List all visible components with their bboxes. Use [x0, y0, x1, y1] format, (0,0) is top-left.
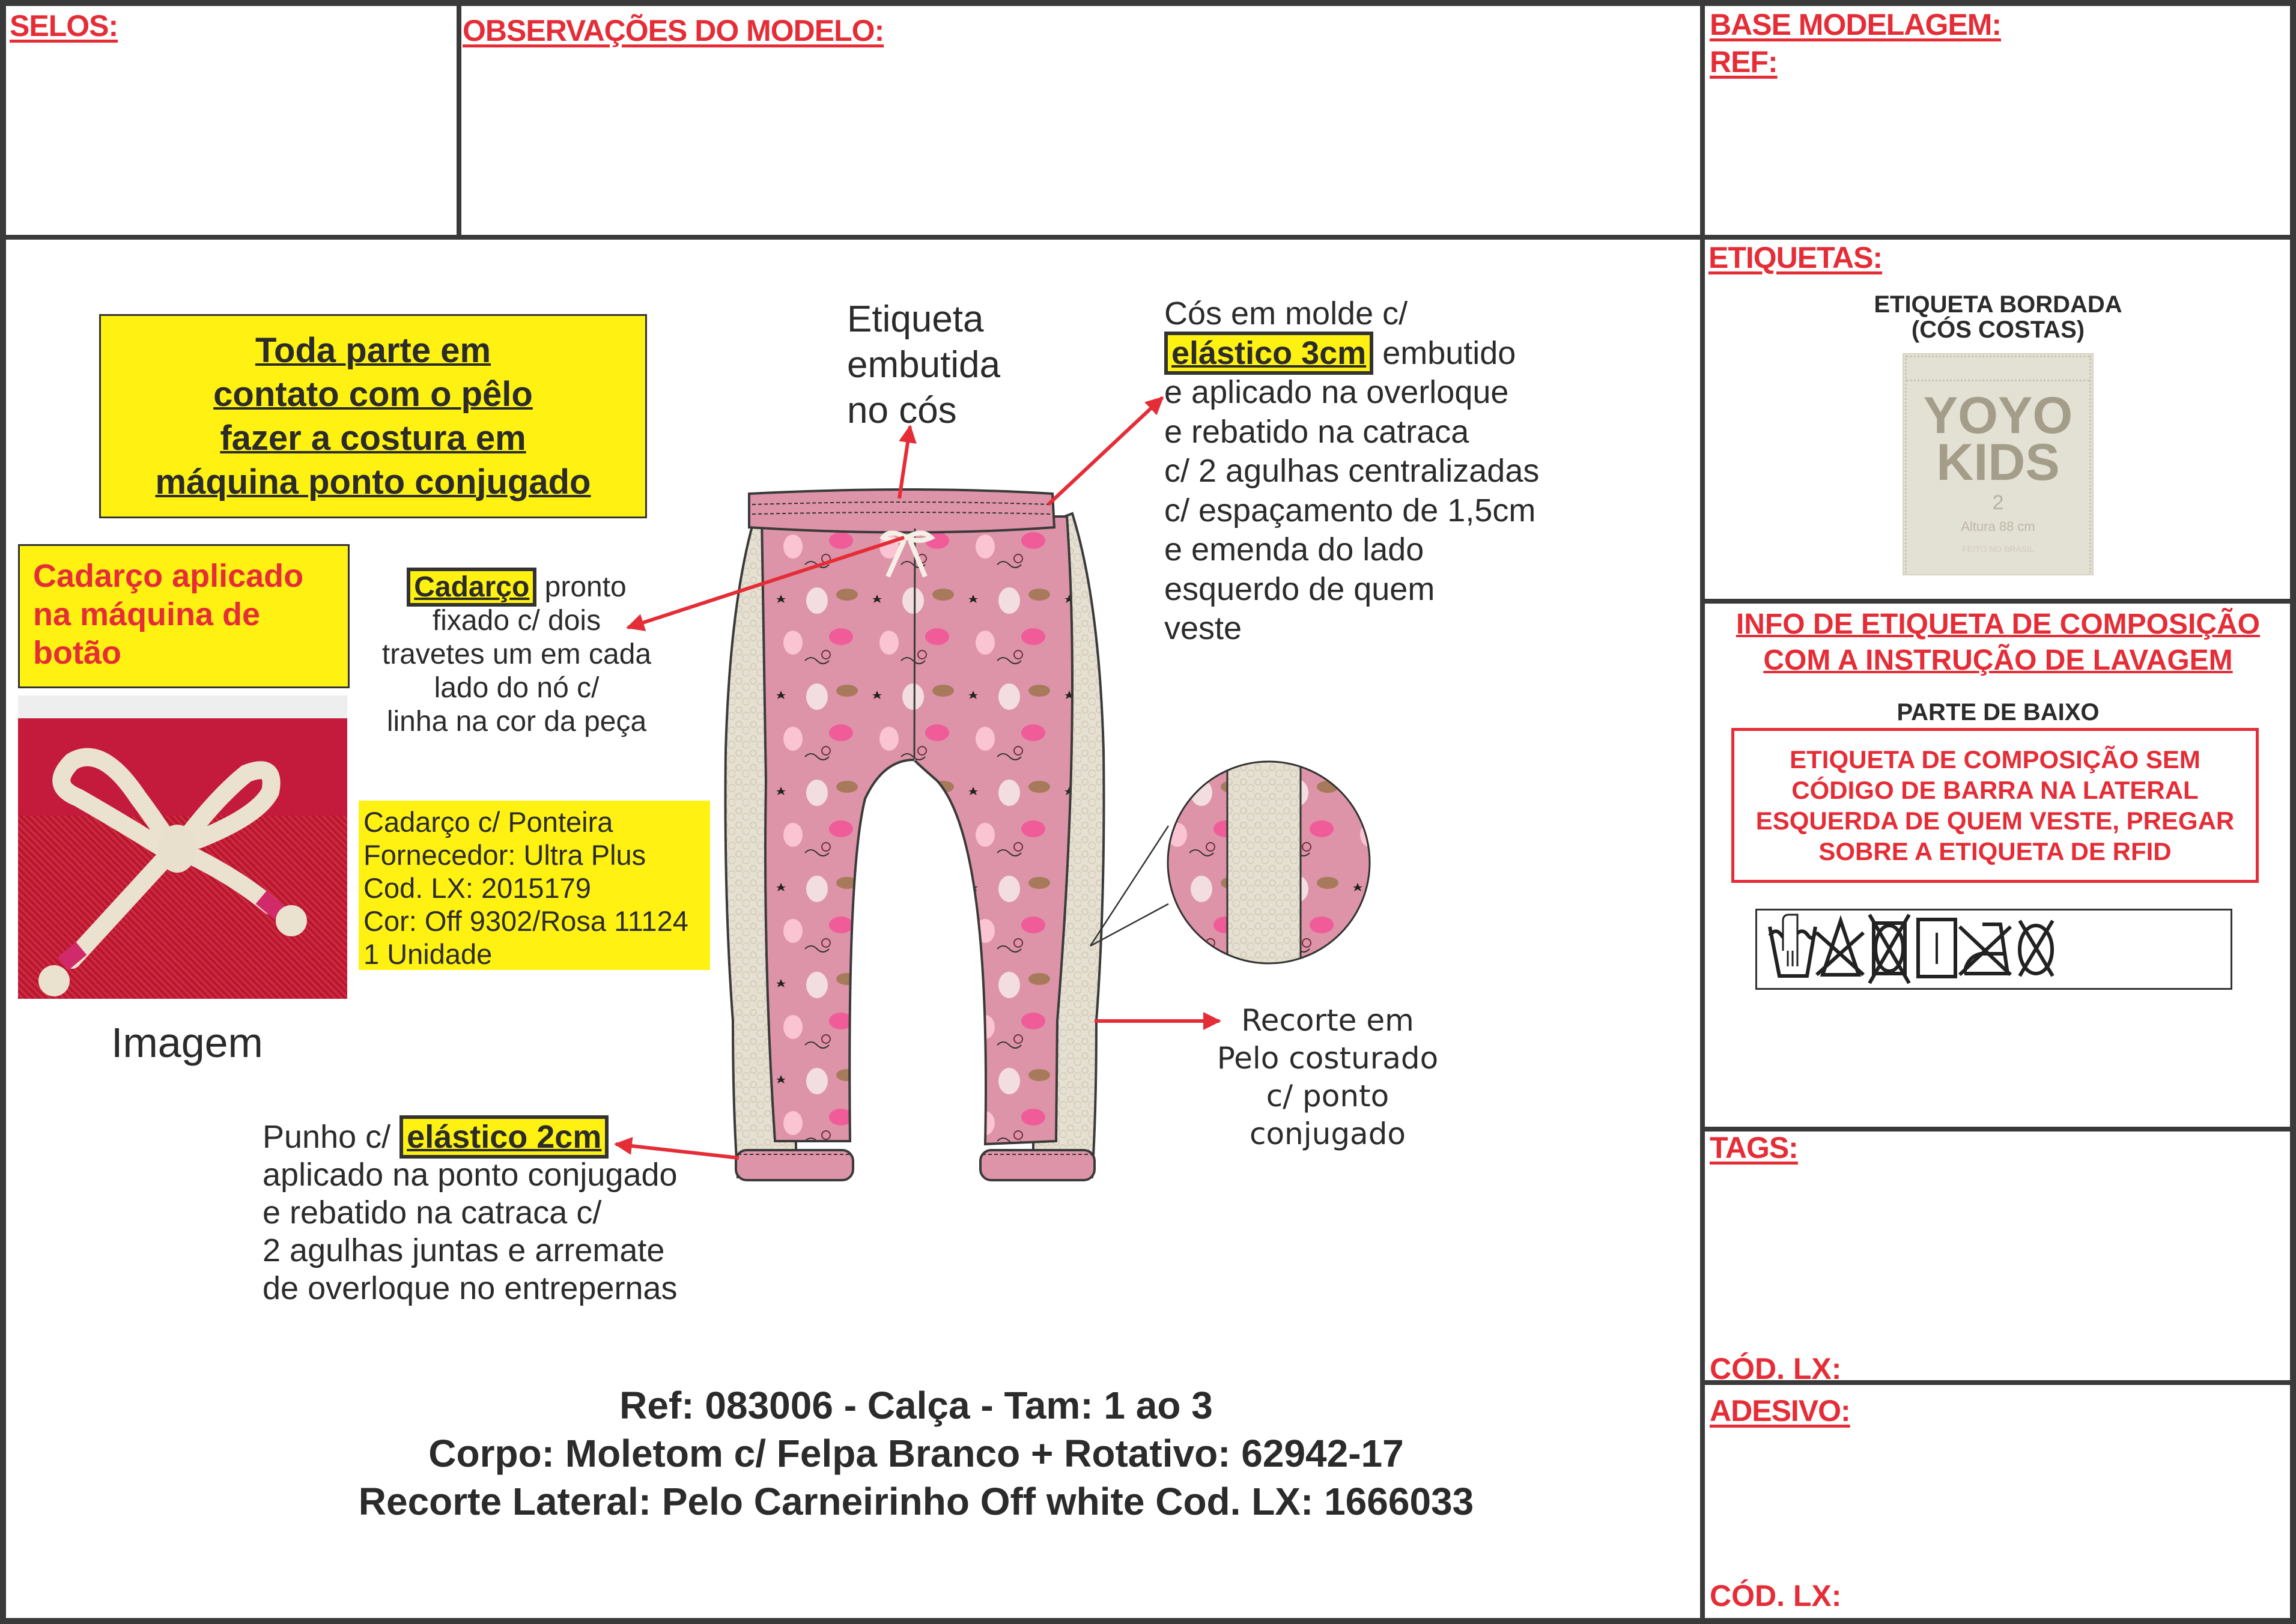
footer-ref-line: Ref: 083006 - Calça - Tam: 1 ao 3 [619, 1384, 1213, 1427]
cos-note-first: Cós em molde c/ [1164, 295, 1408, 332]
cadarco-note-line: fixado c/ dois [432, 605, 601, 637]
footer-recorte-line: Recorte Lateral: Pelo Carneirinho Off white Cod. LX: 1666033 [358, 1480, 1474, 1523]
etiqueta-note-line: Etiqueta [847, 298, 984, 340]
costura-note-line: máquina ponto conjugado [155, 462, 591, 501]
cadarco-note [360, 571, 673, 739]
punho-prefix: Punho c/ [263, 1119, 400, 1155]
base-modelagem-label: BASE MODELAGEM: [1710, 8, 2001, 41]
label-height: Altura 88 cm [1961, 519, 2035, 534]
label-size: 2 [1992, 491, 2004, 514]
recorte-note-line: Recorte em [1241, 1003, 1414, 1038]
etiquetas-label: ETIQUETAS: [1708, 241, 1883, 274]
care-symbols-strip [1755, 909, 2232, 990]
cos-note-line: esquerdo de quem [1164, 571, 1435, 607]
label-origin: FEITO NO BRASIL [1962, 544, 2034, 554]
etiqueta-note-line: embutida [847, 344, 1001, 386]
cos-note-highlight-line [1164, 334, 1539, 374]
etiqueta-embutida-note [847, 297, 1000, 434]
label-brand-line1: YOYO [1923, 387, 2073, 444]
cos-note-line: e rebatido na catraca [1164, 413, 1469, 450]
elastico-3cm-highlight: elástico 3cm [1164, 332, 1373, 375]
header-divider [0, 235, 2296, 240]
spec-line: 1 Unidade [363, 938, 493, 970]
composicao-title-line1: INFO DE ETIQUETA DE COMPOSIÇÃO [1736, 608, 2261, 640]
spec-line: Fornecedor: Ultra Plus [363, 839, 646, 871]
recorte-note [1189, 1002, 1466, 1153]
punho-note-line: de overloque no entrepernas [263, 1270, 678, 1306]
cadarco-note-line: lado do nó c/ [434, 672, 600, 704]
costura-note-line: Toda parte em [255, 331, 491, 370]
cadarco-box-line: botão [33, 635, 121, 671]
cadarco-note-line: linha na cor da peça [386, 706, 647, 738]
cos-note-line: e aplicado na overloque [1164, 374, 1509, 410]
selos-divider [457, 0, 461, 237]
image-caption: Imagem [111, 1019, 263, 1066]
ref-label: REF: [1710, 45, 1778, 79]
footer-spec [180, 1381, 1652, 1526]
hand-wash-icon [1770, 915, 1815, 976]
instruction-line: CÓDIGO DE BARRA NA LATERAL [1791, 776, 2199, 804]
do-not-tumble-dry-icon [1869, 915, 1909, 983]
punho-note-line: 2 agulhas juntas e arremate [263, 1232, 665, 1268]
cos-note-line: c/ 2 agulhas centralizadas [1164, 453, 1540, 489]
costura-note-line: fazer a costura em [220, 419, 526, 458]
instruction-line: ETIQUETA DE COMPOSIÇÃO SEM [1790, 745, 2200, 774]
punho-note [263, 1118, 678, 1307]
cos-note-line: c/ espaçamento de 1,5cm [1164, 492, 1536, 529]
composicao-divider [1700, 599, 2296, 604]
footer-corpo-line: Corpo: Moletom c/ Felpa Branco + Rotativo: 62942-17 [428, 1432, 1404, 1475]
cadarco-highlight: Cadarço [407, 568, 536, 607]
cos-note-line: veste [1164, 610, 1242, 646]
recorte-note-line: conjugado [1249, 1116, 1406, 1151]
do-not-iron-icon [1960, 924, 2011, 975]
care-symbols-svg [1755, 909, 2232, 990]
composicao-title-line2: COM A INSTRUÇÃO DE LAVAGEM [1763, 644, 2233, 676]
tags-cod-lx-label: CÓD. LX: [1710, 1352, 1842, 1386]
label-brand-line2: KIDS [1936, 434, 2060, 491]
instruction-line: ESQUERDA DE QUEM VESTE, PREGAR [1755, 807, 2235, 835]
recorte-note-line: c/ ponto [1266, 1079, 1389, 1113]
do-not-dry-clean-icon [2020, 921, 2053, 976]
cadarco-box-line: na máquina de [33, 596, 261, 632]
parte-de-baixo-label: PARTE DE BAIXO [1897, 699, 2100, 726]
cos-note-highlight-rest: embutido [1373, 335, 1516, 371]
etiqueta-bordada-line1: ETIQUETA BORDADA [1874, 291, 2122, 318]
cos-note [1164, 294, 1539, 649]
spec-line: Cor: Off 9302/Rosa 11124 [363, 905, 688, 937]
punho-note-line: aplicado na ponto conjugado [263, 1157, 678, 1193]
adesivo-label: ADESIVO: [1710, 1394, 1850, 1428]
composicao-title [1700, 607, 2296, 679]
costura-note-line: contato com o pêlo [213, 375, 533, 414]
elastico-2cm-highlight: elástico 2cm [399, 1115, 609, 1159]
cos-note-line: e emenda do lado [1164, 532, 1424, 568]
composicao-instruction-box [1731, 728, 2259, 883]
punho-note-line: e rebatido na catraca c/ [263, 1195, 602, 1231]
punho-first-line [263, 1118, 678, 1156]
cadarco-note-first-rest: pronto [536, 571, 627, 603]
woven-label-image [1903, 353, 2094, 575]
spec-line: Cod. LX: 2015179 [363, 872, 591, 904]
cadarco-applied-box [18, 544, 350, 688]
do-not-bleach-icon [1817, 921, 1863, 975]
spec-line: Cadarço c/ Ponteira [363, 806, 613, 838]
cadarco-box-line: Cadarço aplicado [33, 558, 304, 594]
recorte-note-line: Pelo costurado [1216, 1041, 1439, 1076]
cadarco-spec-box [359, 801, 710, 970]
line-dry-icon [1918, 920, 1955, 977]
cadarco-note-line: travetes um em cada [381, 638, 652, 670]
tags-label: TAGS: [1710, 1131, 1798, 1165]
bow-illustration [18, 695, 347, 999]
adesivo-cod-lx-label: CÓD. LX: [1710, 1579, 1842, 1613]
instruction-line: SOBRE A ETIQUETA DE RFID [1818, 837, 2172, 865]
selos-label: SELOS: [10, 9, 118, 43]
cadarco-note-first-line [360, 571, 673, 604]
etiqueta-bordada-title [1700, 292, 2296, 342]
drawcord-photo [18, 695, 347, 999]
etiqueta-bordada-line2: (CÓS COSTAS) [1911, 317, 2085, 343]
observacoes-label: OBSERVAÇÕES DO MODELO: [463, 14, 884, 47]
costura-note-box [99, 314, 647, 518]
etiqueta-note-line: no cós [847, 390, 957, 431]
